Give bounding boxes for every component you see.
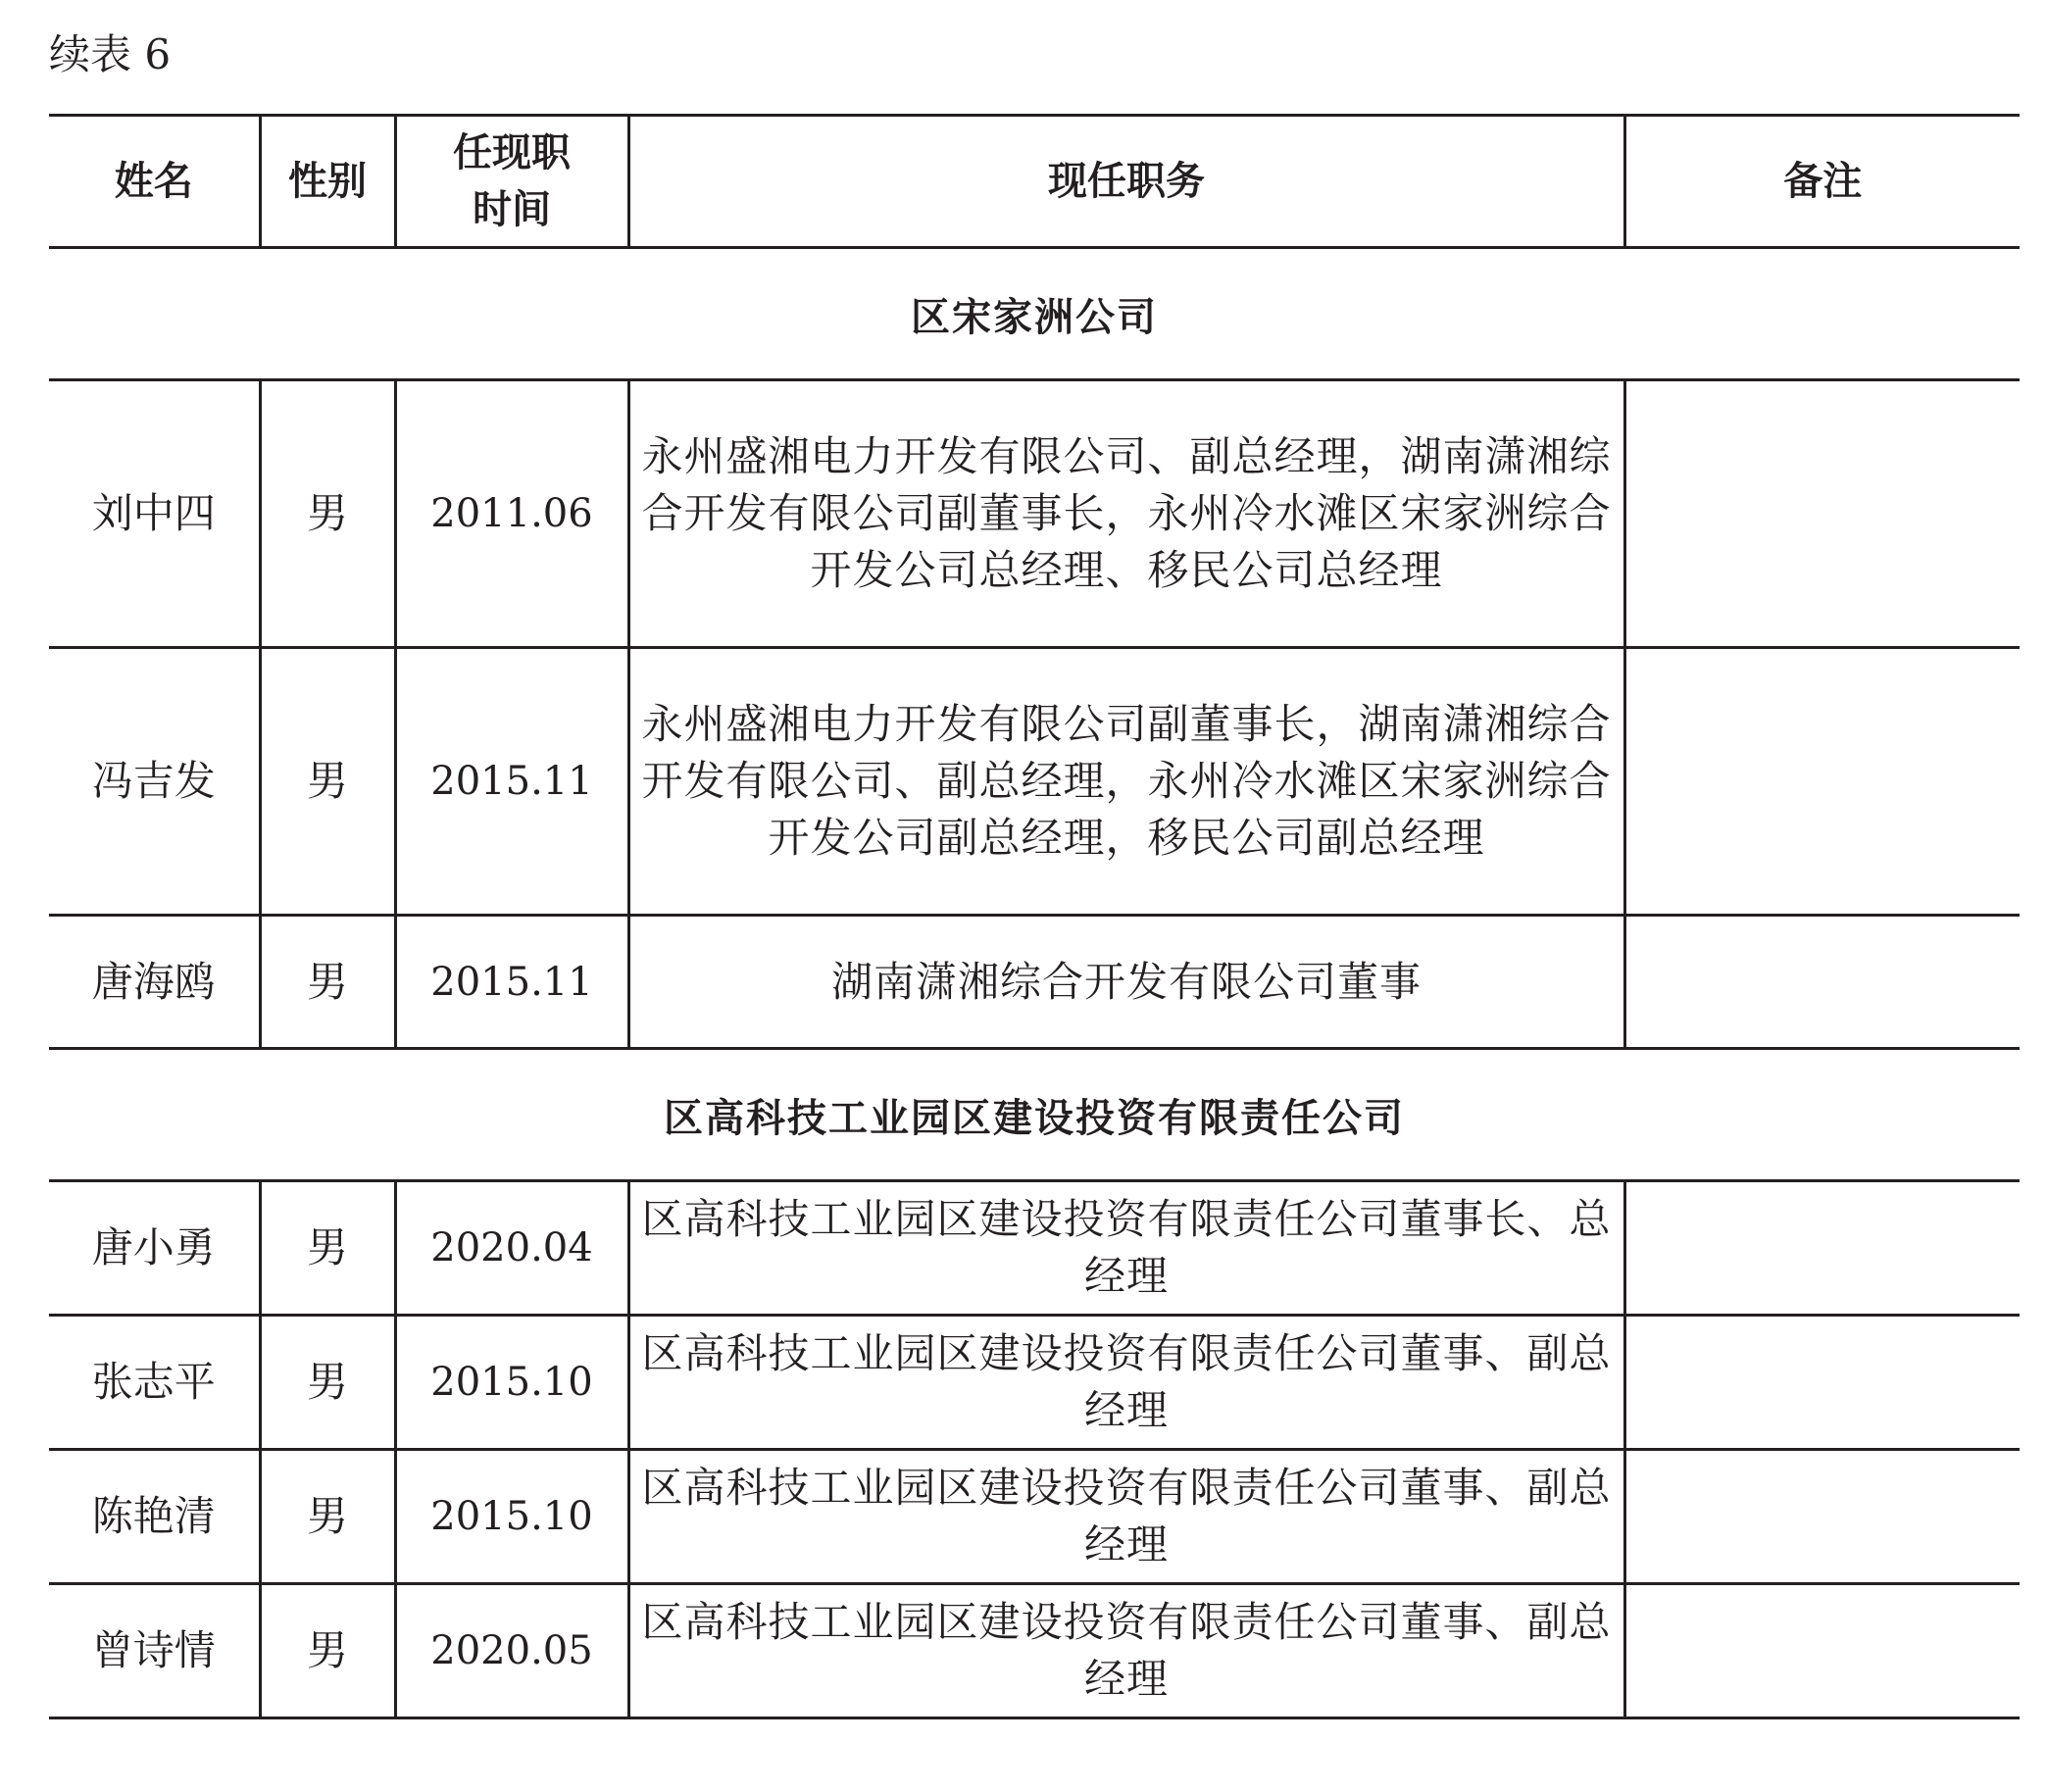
cell-date: 2015.10: [395, 1450, 628, 1584]
header-appointment-date: 任现职 时间: [395, 116, 628, 248]
cell-name: 冯吉发: [49, 648, 260, 916]
header-remarks: 备注: [1624, 116, 2020, 248]
table-row: [49, 1316, 2020, 1450]
section-row: [49, 248, 2020, 380]
cell-position: 区高科技工业园区建设投资有限责任公司董事、副总经理: [628, 1450, 1624, 1584]
cell-name: 曾诗情: [49, 1584, 260, 1718]
cell-date: 2015.11: [395, 916, 628, 1049]
section-row: [49, 1049, 2020, 1181]
cell-remarks: [1624, 1450, 2020, 1584]
cell-date: 2011.06: [395, 380, 628, 648]
table-row: [49, 916, 2020, 1049]
cell-gender: 男: [260, 380, 395, 648]
header-current-position: 现任职务: [628, 116, 1624, 248]
cell-date: 2015.10: [395, 1316, 628, 1450]
cell-name: 陈艳清: [49, 1450, 260, 1584]
cell-remarks: [1624, 648, 2020, 916]
header-name: 姓名: [49, 116, 260, 248]
personnel-table: [49, 114, 2020, 1719]
cell-gender: 男: [260, 1181, 395, 1316]
table-row: [49, 1181, 2020, 1316]
cell-date: 2015.11: [395, 648, 628, 916]
cell-gender: 男: [260, 916, 395, 1049]
cell-position: 区高科技工业园区建设投资有限责任公司董事、副总经理: [628, 1316, 1624, 1450]
cell-position: 区高科技工业园区建设投资有限责任公司董事、副总经理: [628, 1584, 1624, 1718]
section-title: 区宋家洲公司: [49, 248, 2020, 380]
cell-gender: 男: [260, 648, 395, 916]
table-row: [49, 1584, 2020, 1718]
header-row: [49, 116, 2020, 248]
cell-remarks: [1624, 380, 2020, 648]
cell-remarks: [1624, 1181, 2020, 1316]
table-row: [49, 1450, 2020, 1584]
cell-name: 张志平: [49, 1316, 260, 1450]
cell-name: 唐小勇: [49, 1181, 260, 1316]
cell-position: 永州盛湘电力开发有限公司、副总经理，湖南潇湘综合开发有限公司副董事长，永州冷水滩区宋家洲综合开发公司总经理、移民公司总经理: [628, 380, 1624, 648]
table-caption: 续表 6: [49, 30, 172, 78]
cell-position: 湖南潇湘综合开发有限公司董事: [628, 916, 1624, 1049]
cell-gender: 男: [260, 1450, 395, 1584]
cell-remarks: [1624, 1584, 2020, 1718]
cell-position: 区高科技工业园区建设投资有限责任公司董事长、总经理: [628, 1181, 1624, 1316]
header-gender: 性别: [260, 116, 395, 248]
cell-name: 唐海鸥: [49, 916, 260, 1049]
cell-remarks: [1624, 916, 2020, 1049]
cell-position: 永州盛湘电力开发有限公司副董事长，湖南潇湘综合开发有限公司、副总经理，永州冷水滩区宋家洲综合开发公司副总经理，移民公司副总经理: [628, 648, 1624, 916]
cell-gender: 男: [260, 1316, 395, 1450]
cell-gender: 男: [260, 1584, 395, 1718]
cell-date: 2020.04: [395, 1181, 628, 1316]
cell-name: 刘中四: [49, 380, 260, 648]
section-title: 区高科技工业园区建设投资有限责任公司: [49, 1049, 2020, 1181]
cell-remarks: [1624, 1316, 2020, 1450]
cell-date: 2020.05: [395, 1584, 628, 1718]
table-row: [49, 380, 2020, 648]
table-row: [49, 648, 2020, 916]
